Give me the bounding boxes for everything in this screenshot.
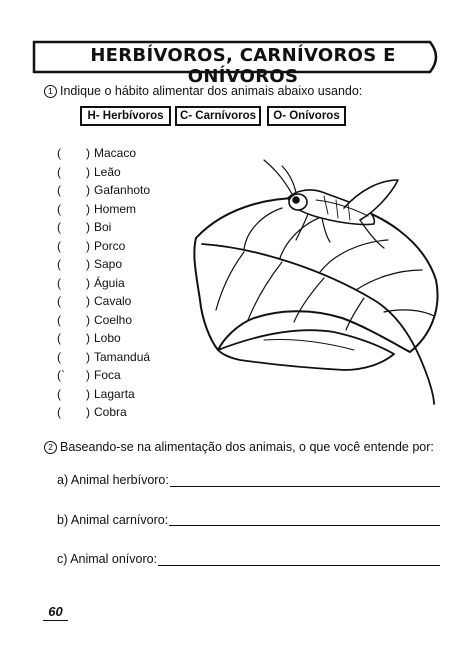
answer-paren-open: (	[57, 146, 61, 160]
answer-paren-open: (	[57, 294, 61, 308]
animal-name: Sapo	[94, 257, 123, 271]
answer-label-onivoro: c) Animal onívoro:	[57, 552, 158, 566]
answer-paren-close: )	[86, 146, 90, 160]
animal-name: Lobo	[94, 331, 121, 345]
answer-paren-open: (	[57, 238, 61, 253]
answer-paren-close: )	[86, 331, 90, 345]
answer-paren-open: (`	[57, 368, 65, 382]
answer-paren-close: )	[86, 405, 90, 419]
answer-paren-open: (	[57, 275, 61, 290]
question-1-number: 1	[44, 85, 57, 98]
title-banner	[32, 40, 444, 87]
answer-paren-close: )	[86, 349, 90, 364]
answer-paren-close: )	[86, 368, 90, 382]
answer-paren-close: )	[86, 220, 90, 234]
answer-paren-close: )	[86, 183, 90, 197]
answer-paren-open: (	[57, 312, 61, 327]
answer-field-carnivoro[interactable]	[169, 525, 440, 526]
answer-paren-close: )	[86, 201, 90, 216]
answer-label-carnivoro: b) Animal carnívoro:	[57, 513, 169, 527]
answer-paren-open: (	[57, 405, 61, 419]
animal-name: Lagarta	[94, 386, 135, 401]
answer-paren-close: )	[86, 275, 90, 290]
answer-paren-open: (	[57, 183, 61, 197]
answer-paren-close: )	[86, 238, 90, 253]
question-1-text: Indique o hábito alimentar dos animais abaixo usando:	[60, 84, 363, 98]
answer-paren-open: (	[57, 386, 61, 401]
answer-paren-close: )	[86, 386, 90, 401]
legend-carnivoros: C- Carnívoros	[175, 106, 261, 126]
answer-paren-open: (	[57, 164, 61, 179]
leaf-outline	[194, 198, 437, 352]
animal-name: Foca	[94, 368, 121, 382]
question-2-number: 2	[44, 441, 57, 454]
legend-onivoros: O- Onívoros	[267, 106, 346, 126]
animal-name: Águia	[94, 275, 125, 290]
animal-name: Cavalo	[94, 294, 132, 308]
answer-paren-open: (	[57, 201, 61, 216]
animal-name: Homem	[94, 201, 137, 216]
legend-herbivoros: H- Herbívoros	[80, 106, 171, 126]
animal-name: Cobra	[94, 405, 127, 419]
answer-label-herbivoro: a) Animal herbívoro:	[57, 473, 169, 487]
page-title: HERBÍVOROS, CARNÍVOROS E ONÍVOROS	[90, 45, 396, 87]
answer-field-herbivoro[interactable]	[170, 486, 440, 487]
answer-paren-close: )	[86, 312, 90, 327]
animal-name: Macaco	[94, 146, 137, 160]
question-2	[44, 440, 434, 454]
answer-paren-open: (	[57, 257, 61, 271]
question-1	[44, 84, 362, 98]
page-number: 60	[43, 605, 68, 621]
leaf-midrib	[202, 244, 434, 404]
answer-paren-close: )	[86, 294, 90, 308]
animal-name: Gafanhoto	[94, 183, 151, 197]
answer-paren-open: (	[57, 349, 61, 364]
answer-paren-close: )	[86, 257, 90, 271]
answer-paren-close: )	[86, 164, 90, 179]
answer-field-onivoro[interactable]	[158, 565, 440, 566]
animal-name: Porco	[94, 238, 126, 253]
grasshopper	[264, 160, 398, 248]
leaf-grasshopper-illustration	[184, 150, 444, 410]
question-2-text: Baseando-se na alimentação dos animais, o que você entende por:	[60, 440, 434, 454]
answer-paren-open: (	[57, 220, 61, 234]
leaf-fold	[218, 330, 394, 370]
animal-name: Coelho	[94, 312, 133, 327]
animal-name: Boi	[94, 220, 112, 234]
answer-paren-open: (	[57, 331, 61, 345]
animal-name: Leão	[94, 164, 121, 179]
animal-name: Tamanduá	[94, 349, 151, 364]
